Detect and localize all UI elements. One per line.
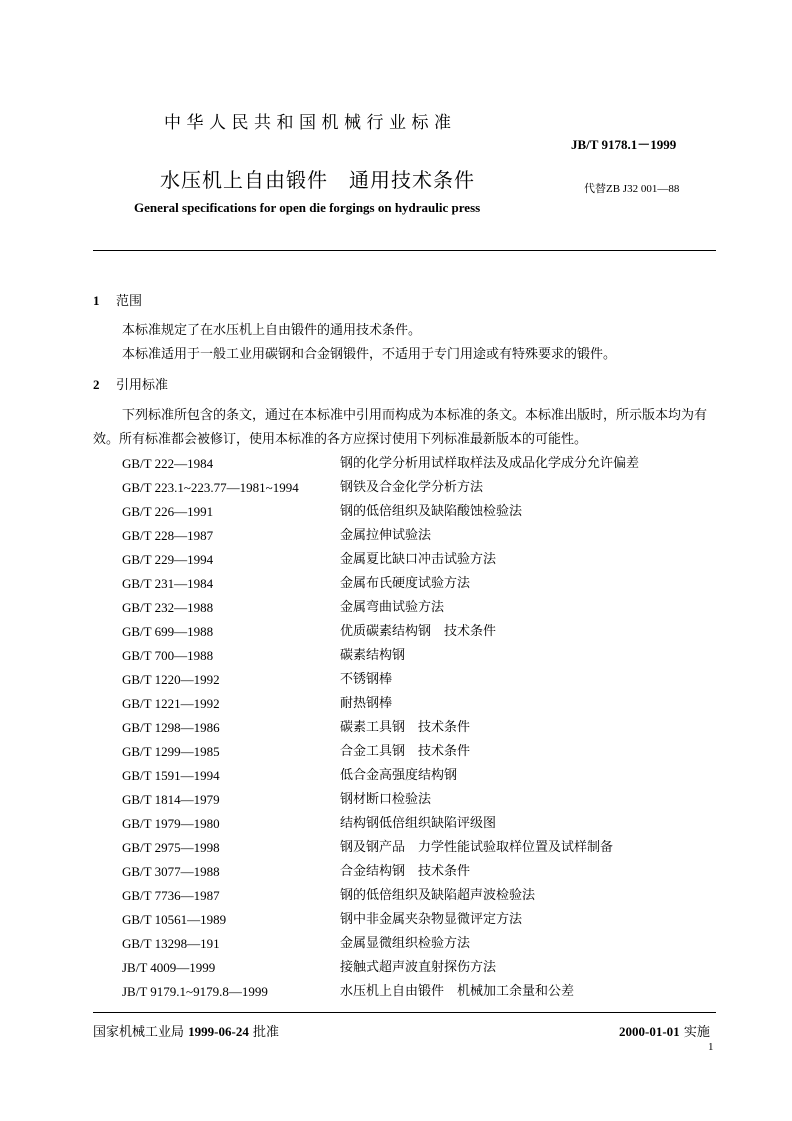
approval-line [93, 1021, 279, 1040]
approval-word: 批准 [252, 1025, 279, 1040]
reference-row [122, 956, 722, 980]
reference-row [122, 860, 722, 884]
reference-code: GB/T 1299—1985 [122, 744, 220, 759]
reference-code: GB/T 231—1984 [122, 576, 214, 591]
effective-word: 实施 [683, 1025, 710, 1040]
reference-row [122, 812, 722, 836]
section-heading-normative-references [93, 374, 168, 393]
reference-code: GB/T 1220—1992 [122, 672, 220, 687]
reference-title: 钢的低倍组织及缺陷酸蚀检验法 [340, 504, 523, 519]
header-divider [93, 250, 716, 251]
references-intro-paragraph: 下列标准所包含的条文，通过在本标准中引用而构成为本标准的条文。本标准出版时，所示版本均为有效。所有标准都会被修订，使用本标准的各方应探讨使用下列标准最新版本的可能性。 [93, 408, 708, 447]
reference-code: GB/T 7736—1987 [122, 888, 220, 903]
reference-code: GB/T 700—1988 [122, 648, 214, 663]
reference-code: GB/T 226—1991 [122, 504, 214, 519]
reference-title: 低合金高强度结构钢 [340, 768, 458, 783]
section-number: 1 [93, 293, 100, 308]
reference-title: 钢的低倍组织及缺陷超声波检验法 [340, 888, 536, 903]
reference-title: 接触式超声波直射探伤方法 [340, 960, 497, 975]
reference-title: 钢及钢产品 力学性能试验取样位置及试样制备 [340, 840, 614, 855]
paragraph: 本标准规定了在水压机上自由锻件的通用技术条件。 [122, 323, 422, 338]
reference-row [122, 884, 722, 908]
reference-title: 结构钢低倍组织缺陷评级图 [340, 816, 497, 831]
reference-row [122, 932, 722, 956]
reference-code: GB/T 232—1988 [122, 600, 214, 615]
reference-row [122, 548, 722, 572]
reference-code: GB/T 229—1994 [122, 552, 214, 567]
paragraph: 本标准适用于一般工业用碳钢和合金钢锻件，不适用于专门用途或有特殊要求的锻件。 [122, 347, 617, 362]
reference-code: GB/T 1298—1986 [122, 720, 220, 735]
replaces-standard: 代替ZB J32 001—88 [584, 183, 680, 195]
reference-code: JB/T 4009—1999 [122, 960, 216, 975]
reference-code: GB/T 1591—1994 [122, 768, 220, 783]
approval-date: 1999-06-24 [188, 1024, 249, 1039]
section-number: 2 [93, 377, 100, 392]
reference-list [122, 452, 722, 1004]
reference-row [122, 500, 722, 524]
reference-code: GB/T 1814—1979 [122, 792, 220, 807]
reference-code: GB/T 2975—1998 [122, 840, 220, 855]
reference-row [122, 524, 722, 548]
reference-title: 碳素工具钢 技术条件 [340, 720, 471, 735]
reference-row [122, 788, 722, 812]
effective-line [619, 1021, 710, 1040]
reference-title: 水压机上自由锻件 机械加工余量和公差 [340, 984, 575, 999]
section-heading-scope [93, 290, 142, 309]
document-title-english: General specifications for open die forgings on hydraulic press [134, 200, 481, 215]
reference-title: 优质碳素结构钢 技术条件 [340, 624, 497, 639]
reference-row [122, 476, 722, 500]
reference-row [122, 620, 722, 644]
reference-code: JB/T 9179.1~9179.8—1999 [122, 984, 268, 999]
reference-title: 合金工具钢 技术条件 [340, 744, 471, 759]
reference-title: 耐热钢棒 [340, 696, 393, 711]
reference-row [122, 452, 722, 476]
section-title: 范围 [116, 294, 143, 309]
reference-row [122, 596, 722, 620]
reference-title: 碳素结构钢 [340, 648, 406, 663]
reference-row [122, 764, 722, 788]
reference-code: GB/T 1221—1992 [122, 696, 220, 711]
reference-row [122, 692, 722, 716]
reference-code: GB/T 228—1987 [122, 528, 214, 543]
reference-row [122, 644, 722, 668]
reference-code: GB/T 223.1~223.77—1981~1994 [122, 480, 299, 495]
reference-title: 金属夏比缺口冲击试验方法 [340, 552, 497, 567]
footer-divider [93, 1012, 716, 1013]
reference-code: GB/T 699—1988 [122, 624, 214, 639]
reference-title: 不锈钢棒 [340, 672, 393, 687]
reference-title: 金属弯曲试验方法 [340, 600, 445, 615]
section-title: 引用标准 [116, 378, 169, 393]
reference-row [122, 836, 722, 860]
reference-row [122, 716, 722, 740]
effective-date: 2000-01-01 [619, 1024, 680, 1039]
reference-row [122, 908, 722, 932]
reference-code: GB/T 1979—1980 [122, 816, 220, 831]
page-number: 1 [708, 1041, 714, 1053]
reference-row [122, 980, 722, 1004]
reference-title: 金属显微组织检验方法 [340, 936, 471, 951]
reference-row [122, 572, 722, 596]
document-title-chinese: 水压机上自由锻件 通用技术条件 [160, 168, 475, 192]
reference-title: 钢中非金属夹杂物显微评定方法 [340, 912, 523, 927]
reference-row [122, 740, 722, 764]
reference-title: 钢材断口检验法 [340, 792, 432, 807]
reference-code: GB/T 10561—1989 [122, 912, 227, 927]
reference-title: 金属拉伸试验法 [340, 528, 432, 543]
reference-title: 钢铁及合金化学分析方法 [340, 480, 484, 495]
standard-code: JB/T 9178.1－1999 [571, 137, 677, 152]
reference-title: 金属布氏硬度试验方法 [340, 576, 471, 591]
approver: 国家机械工业局 [93, 1025, 185, 1040]
reference-title: 钢的化学分析用试样取样法及成品化学成分允许偏差 [340, 456, 640, 471]
reference-code: GB/T 222—1984 [122, 456, 214, 471]
reference-title: 合金结构钢 技术条件 [340, 864, 471, 879]
reference-code: GB/T 13298—191 [122, 936, 220, 951]
reference-code: GB/T 3077—1988 [122, 864, 220, 879]
issuing-organization: 中华人民共和国机械行业标准 [164, 113, 457, 133]
reference-row [122, 668, 722, 692]
